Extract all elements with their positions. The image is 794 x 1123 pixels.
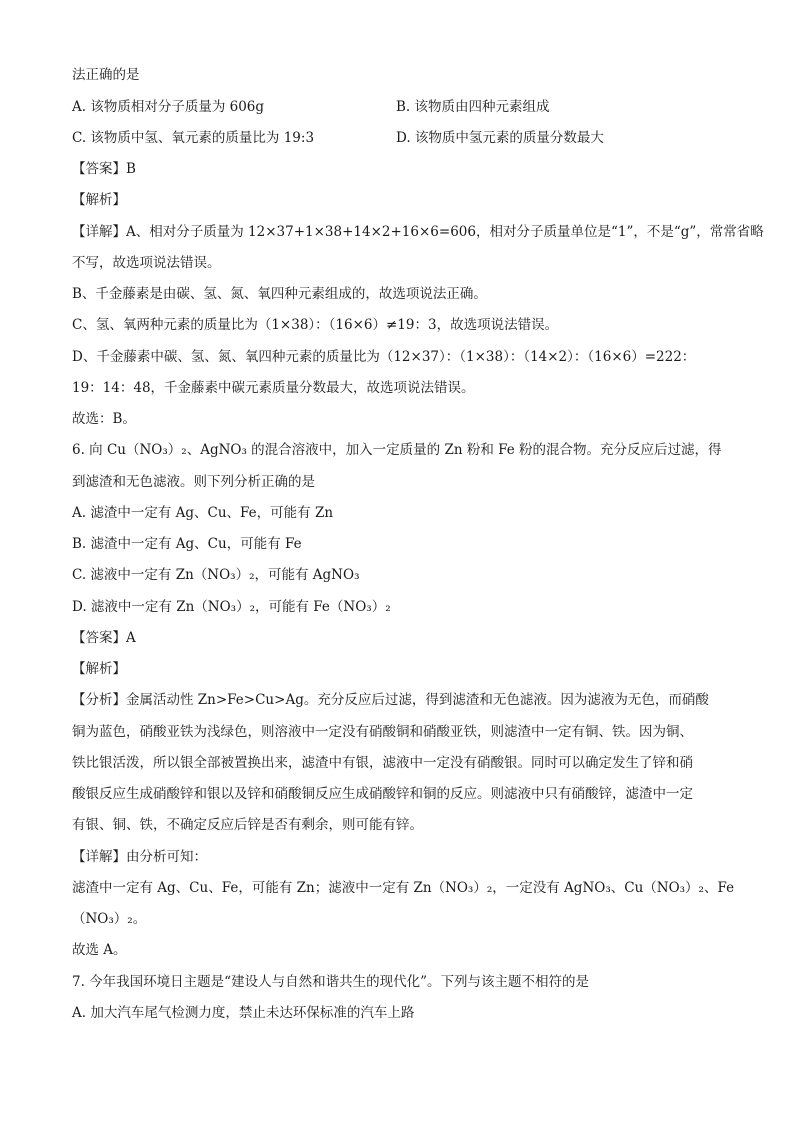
analysis-label: 【解析】 [72, 192, 126, 208]
question-stem: 7. 今年我国环境日主题是“建设人与自然和谐共生的现代化”。下列与该主题不相符的是 [72, 974, 589, 990]
explanation-line: 【详解】由分析可知： [72, 849, 207, 865]
explanation-line: B、千金藤素是由碳、氢、氮、氧四种元素组成的，故选项说法正确。 [72, 286, 487, 302]
option-b: B. 该物质由四种元素组成 [396, 99, 550, 115]
option-a: A. 滤渣中一定有 Ag、Cu、Fe，可能有 Zn [72, 505, 334, 521]
explanation-line: 19：14：48，千金藤素中碳元素质量分数最大，故选项说法错误。 [72, 380, 475, 396]
analysis-line: 【分析】金属活动性 Zn>Fe>Cu>Ag。充分反应后过滤，得到滤渣和无色滤液。因为滤液为无色，而硝酸 [72, 692, 709, 708]
analysis-line: 有银、铜、铁，不确定反应后锌是否有剩余，则可能有锌。 [72, 817, 423, 833]
answer-label: 【答案】B [72, 161, 136, 177]
explanation-line: 不写，故选项说法错误。 [72, 255, 221, 271]
conclusion-line: 故选：B。 [72, 411, 136, 427]
option-c: C. 滤液中一定有 Zn（NO₃）₂，可能有 AgNO₃ [72, 567, 360, 583]
analysis-label: 【解析】 [72, 661, 126, 677]
analysis-line: 铜为蓝色，硝酸亚铁为浅绿色，则溶液中一定没有硝酸铜和硝酸亚铁，则滤渣中一定有铜、铁。因为铜、 [72, 724, 693, 740]
analysis-line: 铁比银活泼，所以银全部被置换出来，滤渣中有银，滤液中一定没有硝酸银。同时可以确定发生了锌和硝 [72, 755, 693, 771]
question-stem: 到滤渣和无色滤液。则下列分析正确的是 [72, 474, 315, 490]
option-a: A. 该物质相对分子质量为 606g [72, 99, 265, 115]
option-c: C. 该物质中氢、氧元素的质量比为 19:3 [72, 130, 315, 146]
analysis-line: 酸银反应生成硝酸锌和银以及锌和硝酸铜反应生成硝酸锌和铜的反应。则滤液中只有硝酸锌，滤渣中一定 [72, 786, 693, 802]
option-a: A. 加大汽车尾气检测力度，禁止未达环保标准的汽车上路 [72, 1005, 415, 1021]
option-b: B. 滤渣中一定有 Ag、Cu，可能有 Fe [72, 536, 302, 552]
text-line: 法正确的是 [72, 67, 140, 83]
question-stem: 6. 向 Cu（NO₃）₂、AgNO₃ 的混合溶液中，加入一定质量的 Zn 粉和 Fe 粉的混合物。充分反应后过滤，得 [72, 442, 722, 458]
answer-label: 【答案】A [72, 630, 136, 646]
explanation-line: （NO₃）₂。 [72, 911, 147, 927]
option-d: D. 该物质中氢元素的质量分数最大 [396, 130, 604, 146]
explanation-line: 滤渣中一定有 Ag、Cu、Fe，可能有 Zn；滤液中一定有 Zn（NO₃）₂，一定没有 AgNO₃、Cu（NO₃）₂、Fe [72, 880, 735, 896]
explanation-line: 【详解】A、相对分子质量为 12×37+1×38+14×2+16×6=606，相对分子质量单位是“1”，不是“g”，常常省略 [72, 224, 764, 240]
option-d: D. 滤液中一定有 Zn（NO₃）₂，可能有 Fe（NO₃）₂ [72, 599, 391, 615]
explanation-line: C、氢、氧两种元素的质量比为（1×38）：（16×6）≠19：3，故选项说法错误。 [72, 317, 559, 333]
conclusion-line: 故选 A。 [72, 942, 127, 958]
explanation-line: D、千金藤素中碳、氢、氮、氧四种元素的质量比为（12×37）：（1×38）：（14×2）：（16×6）=222： [72, 349, 696, 365]
